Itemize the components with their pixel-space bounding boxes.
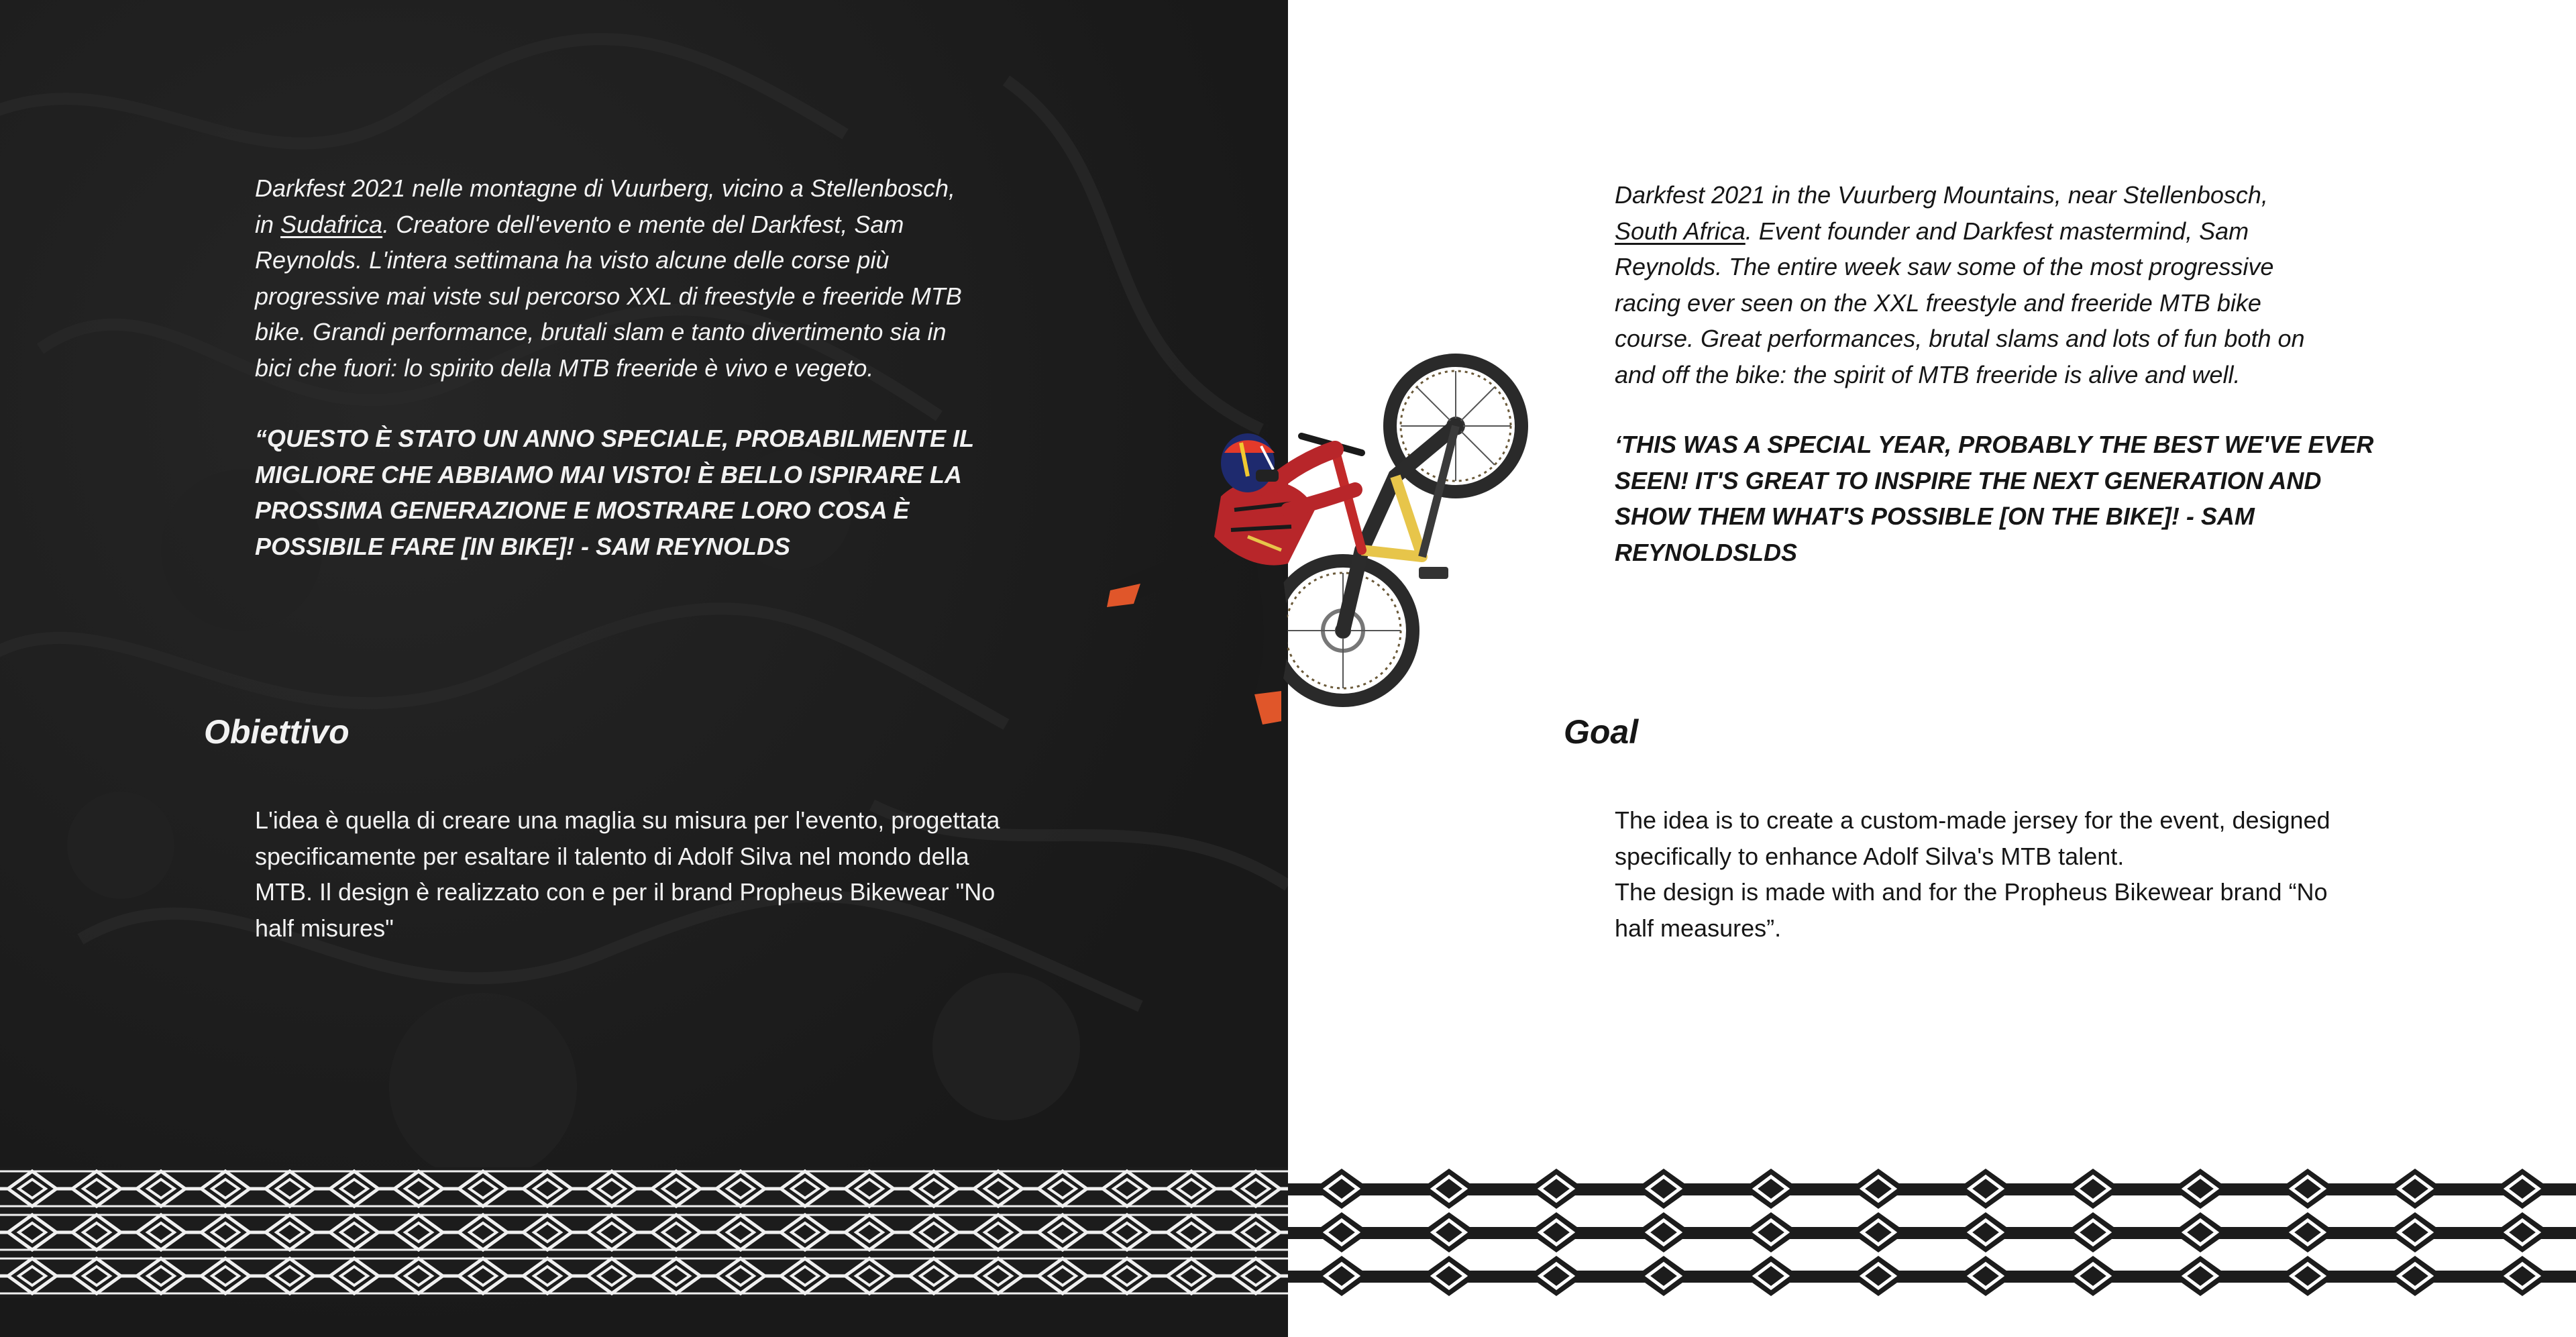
goal-body-it: L'idea è quella di creare una maglia su misura per l'evento, progettata specificamente per esaltare il talento di Adolf Silva nel mondo della MTB. Il design è realizzato con e per il brand Propheus Bikewear "No half misures" — [255, 806, 1000, 942]
intro-rest-it: . Creatore dell'evento e mente del Darkfest, Sam Reynolds. L'intera settimana ha visto alcune delle corse più progressive mai viste sul percorso XXL di freestyle e freeride MTB bike. Grandi performance, brutali slam e tanto divertimento sia in bici che fuori: lo spirito della MTB freeride è vivo e vegeto. — [255, 210, 962, 382]
heading-goal: Goal — [1564, 713, 1639, 751]
quote-en: ‘THIS WAS A SPECIAL YEAR, PROBABLY THE BEST WE'VE EVER SEEN! IT'S GREAT TO INSPIRE THE NEXT GENERATION AND SHOW THEM WHAT'S POSSIBLE [ON THE BIKE]! - SAM REYNOLDSLDS — [1615, 431, 2374, 566]
south-africa-link[interactable]: South Africa — [1615, 217, 1746, 245]
goal-body-en: The idea is to create a custom-made jersey for the event, designed specifically to enhance Adolf Silva's MTB talent. The design is made with and for the Propheus Bikewear brand “No half measures”. — [1615, 806, 2330, 942]
rider — [1107, 433, 1355, 725]
quote-it: “QUESTO È STATO UN ANNO SPECIALE, PROBABILMENTE IL MIGLIORE CHE ABBIAMO MAI VISTO! È BELLO ISPIRARE LA PROSSIMA GENERAZIONE E MOSTRARE LORO COSA È POSSIBILE FARE [IN BIKE]! - SAM REYNOLDS — [255, 425, 975, 560]
heading-obiettivo: Obiettivo — [204, 713, 350, 751]
intro-line-1-en: Darkfest 2021 in the Vuurberg Mountains, near Stellenbosch, — [1615, 181, 2268, 209]
sudafrica-link[interactable]: Sudafrica — [280, 210, 383, 238]
mtb-rider-illustration — [1046, 335, 1529, 818]
intro-rest-en: . Event founder and Darkfest mastermind, Sam Reynolds. The entire week saw some of the most progressive racing ever seen on the XXL freestyle and freeride MTB bike course. Great performances, brutal slams and lots of fun both on and off the bike: the spirit of MTB freeride is alive and well. — [1615, 217, 2305, 388]
intro-paragraph-it — [255, 170, 962, 386]
tread-pattern-band — [0, 1167, 2576, 1298]
intro-in-it: in — [255, 210, 281, 238]
intro-paragraph-en — [1615, 177, 2305, 392]
intro-line-1-it: Darkfest 2021 nelle montagne di Vuurberg, vicino a Stellenbosch, — [255, 174, 955, 202]
